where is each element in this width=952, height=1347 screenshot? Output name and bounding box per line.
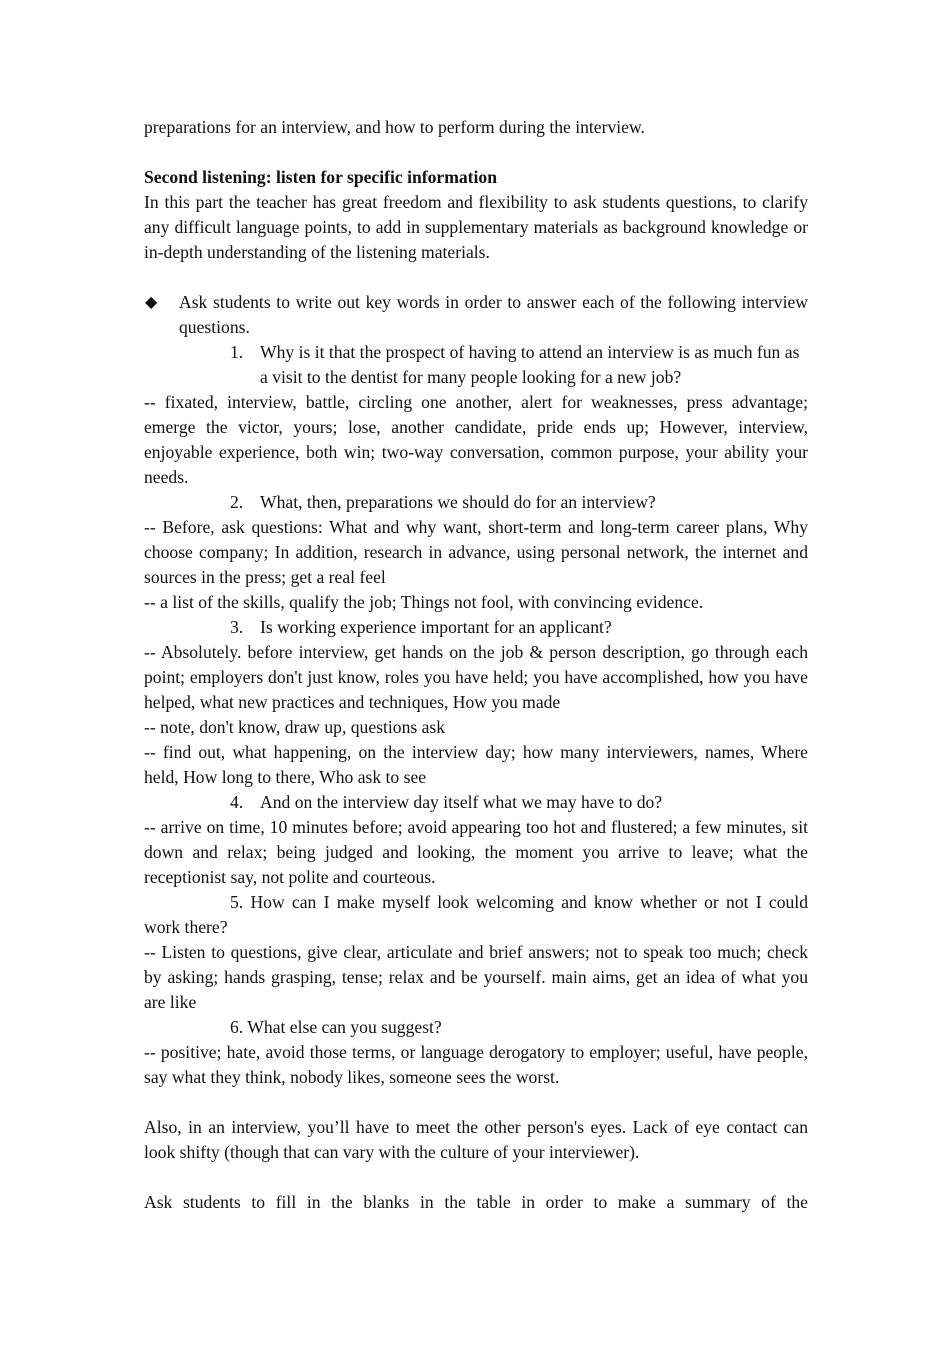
question-text: How can I make myself look welcoming and know whether or not I could work there? xyxy=(144,892,808,937)
bullet-instruction xyxy=(144,290,808,340)
answer-text: -- a list of the skills, qualify the job; Things not fool, with convincing evidence. xyxy=(144,592,704,612)
question-1 xyxy=(144,340,808,390)
answer-text: -- note, don't know, draw up, questions ask xyxy=(144,717,446,737)
question-number: 2. xyxy=(230,492,244,512)
question-4 xyxy=(144,790,808,815)
answer-text: -- Absolutely. before interview, get hands on the job & person description, go through each point; employers don't just know, roles you have held; you have accomplished, how you have helped, what new practices and techniques, How you made xyxy=(144,642,808,712)
question-number: 4. xyxy=(230,792,244,812)
question-2 xyxy=(144,490,808,515)
bullet-text: Ask students to write out key words in order to answer each of the following interview questions. xyxy=(179,292,808,337)
answer-text: -- Before, ask questions: What and why want, short-term and long-term career plans, Why choose company; In addition, research in advance, using personal network, the internet and sources in the press; get a real feel xyxy=(144,517,808,587)
question-number: 3. xyxy=(230,617,244,637)
answer-text: -- fixated, interview, battle, circling one another, alert for weaknesses, press advantage; emerge the victor, yours; lose, another candidate, pride ends up; However, interview, enjoyable experience, both win; two-way conversation, common purpose, your ability your needs. xyxy=(144,392,808,487)
document-page xyxy=(144,115,808,1215)
section-paragraph: In this part the teacher has great freedom and flexibility to ask students questions, to clarify any difficult language points, to add in supplementary materials as background knowledge or in-depth understanding of the listening materials. xyxy=(144,192,808,262)
answer-text: -- positive; hate, avoid those terms, or language derogatory to employer; useful, have people, say what they think, nobody likes, someone sees the worst. xyxy=(144,1042,808,1087)
question-text: And on the interview day itself what we may have to do? xyxy=(260,792,663,812)
question-3 xyxy=(144,615,808,640)
closing-paragraph: Ask students to fill in the blanks in the table in order to make a summary of the xyxy=(144,1192,808,1212)
question-number: 5. xyxy=(230,892,244,912)
question-6 xyxy=(144,1015,808,1040)
answer-text: -- Listen to questions, give clear, articulate and brief answers; not to speak too much; check by asking; hands grasping, tense; relax and be yourself. main aims, get an idea of what you are like xyxy=(144,942,808,1012)
intro-line: preparations for an interview, and how to perform during the interview. xyxy=(144,117,645,137)
question-text: Why is it that the prospect of having to attend an interview is as much fun as a visit to the dentist for many people looking for a new job? xyxy=(260,342,800,387)
question-text: What, then, preparations we should do for an interview? xyxy=(260,492,656,512)
question-5 xyxy=(144,890,808,940)
section-heading: Second listening: listen for specific information xyxy=(144,167,498,187)
eye-contact-paragraph: Also, in an interview, you’ll have to meet the other person's eyes. Lack of eye contact can look shifty (though that can vary with the culture of your interviewer). xyxy=(144,1117,808,1162)
answer-text: -- find out, what happening, on the interview day; how many interviewers, names, Where held, How long to there, Who ask to see xyxy=(144,742,808,787)
diamond-bullet-icon: ◆ xyxy=(145,294,158,311)
question-number: 1. xyxy=(230,342,244,362)
question-number: 6. xyxy=(230,1017,244,1037)
question-text: Is working experience important for an applicant? xyxy=(260,617,612,637)
answer-text: -- arrive on time, 10 minutes before; avoid appearing too hot and flustered; a few minutes, sit down and relax; being judged and looking, the moment you arrive to leave; what the receptionist say, not polite and courteous. xyxy=(144,817,808,887)
question-text: What else can you suggest? xyxy=(247,1017,442,1037)
